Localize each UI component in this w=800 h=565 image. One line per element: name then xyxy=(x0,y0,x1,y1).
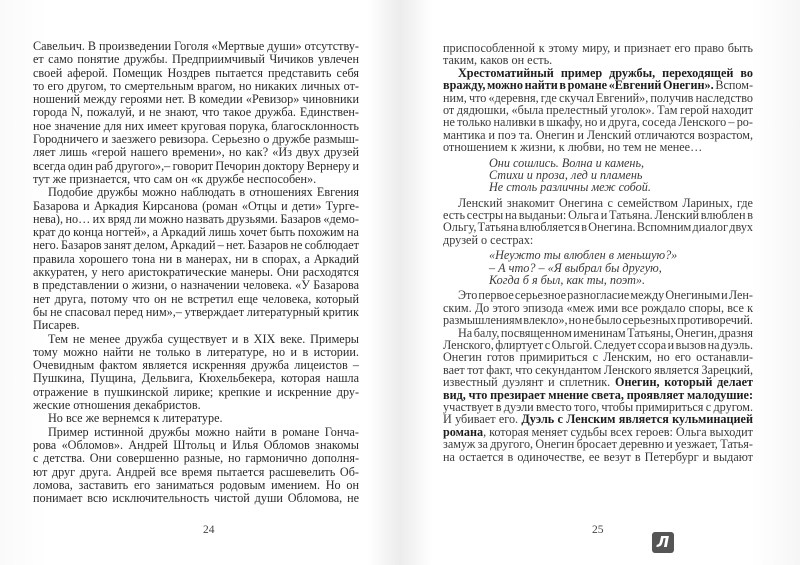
poem-line: Они сошлись. Волна и камень, xyxy=(489,155,645,170)
text-line: тому можно найти не только в литературе, но и в истории. xyxy=(33,344,359,359)
text-line: На балу, посвященном именинам Татьяны, Онегин, дразня xyxy=(458,325,754,340)
text-line: замуж за другого, Онегин бросает деревню и уезжает, Татья- xyxy=(443,437,753,452)
right-page-text xyxy=(443,42,753,463)
text-line: своей аферой. Помещик Ноздрев пытается представить себя xyxy=(33,65,359,80)
publisher-logo-icon: Л xyxy=(652,532,674,553)
bold-text: Дуэль с Ленским является кульминацией xyxy=(521,412,753,427)
poem-line: Стихи и проза, лед и пламень xyxy=(489,167,643,182)
text-line: ляет лишь «герой нашего времени», но как? «Из двух друзей xyxy=(33,145,360,160)
text-line: Ольгу, Татьяна влюбляется в Онегина. Вспомним диалог двух xyxy=(443,220,754,235)
text-line: то его другом, то смертельным врагом, но никаких личных от- xyxy=(33,78,359,93)
text-line: отношением к жизни, к любви, но тем не менее… xyxy=(443,140,703,155)
bold-text: Хрестоматийный пример дружбы, переходящей во xyxy=(458,65,753,80)
text-line: Ленского, флиртует с Ольгой. Следует ссора и вызов на дуэль. xyxy=(443,337,754,352)
text-line: Пример истинной дружбы можно найти в романе Гонча- xyxy=(48,424,359,439)
text-line: Пушкина, Пущина, Дельвига, Кюхельбекера, которая нашла xyxy=(33,371,359,386)
bold-text: романа xyxy=(443,424,484,439)
text-line: тут же признается, что сам он «к дружбе неспособен». xyxy=(33,171,317,186)
text-line: Очевидным фактом является искренняя дружба лицеистов – xyxy=(33,358,360,373)
text-line: ношений между героями нет. В комедии «Ревизор» чиновники xyxy=(33,92,359,107)
text-line: Тем не менее дружба существует и в XIX веке. Примеры xyxy=(48,331,359,346)
text-line: мантика и поэ та. Онегин и Ленский отличаются возрастом, xyxy=(443,127,754,142)
text-line: Подобие дружбы можно наблюдать в отношениях Евгения xyxy=(48,185,360,200)
text-segment: Вспом- xyxy=(713,78,754,93)
text-line: есть сестры на выданьи: Ольга и Татьяна. Ленский влюблен в xyxy=(443,208,754,223)
left-page-text xyxy=(33,40,359,505)
text-line: ное значение для них имеет круговая порука, благосклонность xyxy=(33,118,359,133)
text-line: Базарова и Аркадия Кирсанова (роман «Отцы и дети» Турге- xyxy=(33,198,360,213)
poem-line: Не столь различны меж собой. xyxy=(489,180,651,195)
text-line: с детства. Они совершенно разные, но гармонично дополня- xyxy=(33,451,360,466)
text-line: ломова, заставить его заниматься родовым имением. Но он xyxy=(33,477,360,492)
text-line: города N, пожалуй, и не знают, что такое дружба. Единствен- xyxy=(33,105,359,120)
text-line: ют друг друга. Андрей все время пытается расшевелить Об- xyxy=(33,464,359,479)
poem-line: – А что? – «Я выбрал бы другую, xyxy=(489,260,662,275)
page-number-right: 25 xyxy=(592,524,604,536)
text-line: таким, каков он есть. xyxy=(443,53,553,68)
text-line: Но все же вернемся к литературе. xyxy=(48,411,223,426)
text-line: понимает всю исключительность чистой души Обломова, не xyxy=(33,491,360,506)
text-line: жеские отношения декабристов. xyxy=(33,398,201,413)
text-line: ским. До этого эпизода «меж ими все рождало споры, все к xyxy=(443,300,754,315)
bold-text: вражду, можно найти в романе «Евгений Онегин». xyxy=(443,78,714,93)
text-line: нева), но… их вряд ли можно назвать друзьями. Базаров «демо- xyxy=(33,211,359,226)
text-segment: И убивает его. xyxy=(443,412,522,427)
text-line: всегда один раб другого»,– говорит Печорин доктору Вернеру и xyxy=(33,158,359,173)
text-line: вает тот факт, что секундантом Ленского является Зарецкий, xyxy=(443,362,754,377)
text-line: участвует в дуэли вместо того, чтобы примириться с другом. xyxy=(443,399,754,414)
text-line: ним, что «деревня, где скучал Евгений», получив наследство xyxy=(443,90,753,105)
text-segment: , которая меняет судьбы всех героев: Ольга выходит xyxy=(483,424,753,439)
text-line: Писарев. xyxy=(33,318,80,333)
text-line: приспособленной к этому миру, и признает его право быть xyxy=(443,41,753,55)
bold-text: вид, что презирает мнение света, проявляет малодушие: xyxy=(443,387,754,402)
text-line: него. Базаров занят делом, Аркадий – нет. Базаров не соблюдает xyxy=(33,238,359,253)
text-line: отражение в пушкинской лирике; крепкие и искренние дру- xyxy=(33,384,360,399)
text-segment: известный дуэлянт и сплетник. xyxy=(443,375,615,390)
text-line: размышлениям влекло», но не было серьезных противоречий. xyxy=(443,313,753,328)
text-line: бы не спасовал перед ним»,– утверждает литературный критик xyxy=(33,304,359,319)
text-line: крат до конца ногтей», а Аркадий лишь хочет быть похожим на xyxy=(33,225,359,240)
text-line: правила хорошего тона ни в манерах, ни в спорах, а Аркадий xyxy=(33,251,360,266)
poem-line: Когда б я был, как ты, поэт». xyxy=(489,273,646,288)
text-line xyxy=(443,79,753,91)
text-line: нет друга, потому что он не встретил еще человека, который xyxy=(33,291,359,306)
text-line: Городничего и заезжего ревизора. Серьезно о дружбе размыш- xyxy=(33,132,359,147)
text-line: Савельич. В произведении Гоголя «Мертвые души» отсутству- xyxy=(33,39,359,53)
text-line: Это первое серьезное разногласие между Онегиным и Лен- xyxy=(458,288,753,303)
text-line: в представлении о жизни, о назначении человека. «У Базарова xyxy=(33,278,360,293)
poem-line: «Неужто ты влюблен в меньшую?» xyxy=(489,248,678,263)
text-line: на остается в одиночестве, ее везут в Петербург и выдают xyxy=(443,449,754,464)
text-line: друзей о сестрах: xyxy=(443,232,534,247)
text-line: не только наливки в шкафу, но и друга, соседа Ленского – ро- xyxy=(443,115,753,130)
page-number-left: 24 xyxy=(203,524,215,536)
text-line: рова «Обломов». Андрей Штольц и Илья Обломов знакомы xyxy=(33,437,359,452)
text-line: Онегин готов примириться с Ленским, но его останавли- xyxy=(443,350,754,365)
text-line: Ленский знакомит Онегина с семейством Лариных, где xyxy=(458,195,753,210)
text-line: ет само понятие дружбы. Предприимчивый Чичиков увлечен xyxy=(33,52,359,67)
text-line: аккуратен, у него аристократические манеры. Они расходятся xyxy=(33,265,360,280)
bold-text: Онегин, который делает xyxy=(614,375,754,390)
text-line: от дядюшки, «была прелестный уголок». Там герой находит xyxy=(443,102,753,117)
